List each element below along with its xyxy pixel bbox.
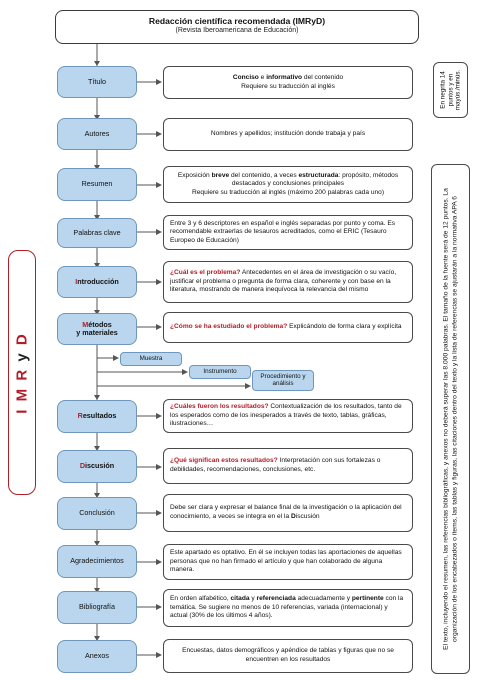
- section-resultados: Resultados: [57, 400, 137, 433]
- desc-titulo: Conciso e informativo del contenido Requiere su traducción al inglés: [163, 66, 413, 99]
- sub-instrumento: Instrumento: [189, 365, 251, 379]
- desc-agradecimientos: Este apartado es optativo. En él se incluyen todas las aportaciones de aquellas personas que no han firmado el artículo y que han colaborado de alguna manera.: [163, 544, 413, 580]
- desc-discusion: ¿Qué significan estos resultados? Interpretación con sus fortalezas o debilidades, recomendaciones, conclusiones, etc.: [163, 448, 413, 484]
- desc-anexos: Encuestas, datos demográficos y apéndice de tablas y figuras que no se encuentren en los resultados: [163, 639, 413, 673]
- side-note-title: [433, 62, 468, 118]
- section-autores: Autores: [57, 118, 137, 150]
- side-note-general: [431, 164, 470, 674]
- desc-metodos: ¿Cómo se ha estudiado el problema? Explicándolo de forma clara y explícita: [163, 312, 413, 343]
- section-anexos: Anexos: [57, 640, 137, 673]
- sub-procedimiento: Procedimiento y análisis: [252, 370, 314, 391]
- section-arrows: [137, 82, 161, 655]
- section-metodos: Métodos y materiales: [57, 313, 137, 345]
- section-introduccion: Introducción: [57, 266, 137, 298]
- desc-resultados: ¿Cuáles fueron los resultados? Contextualización de los resultados, tanto de los esperados como de los inesperados a través de texto, tablas, gráficas, ilustraciones…: [163, 399, 413, 433]
- section-titulo: Título: [57, 66, 137, 98]
- section-resumen: Resumen: [57, 168, 137, 201]
- side-note-title-text: En negrita 14 puntos y en mayús./minús.: [439, 69, 462, 111]
- desc-palabras-clave: Entre 3 y 6 descriptores en español e inglés separadas por punto y coma. Es recomendable extraerlas de tesauros acreditados, como el ERIC (Tesauro Europeo de Educación): [163, 215, 413, 250]
- desc-introduccion: ¿Cuál es el problema? Antecedentes en el área de investigación o su vacío, justificar el problema o pregunta de forma clara, coherente y con base en la literatura, mostrando de manera inequívoca la relevancia del mismo: [163, 261, 413, 303]
- imryd-label: I M R y D: [13, 331, 31, 414]
- desc-autores: Nombres y apellidos; institución donde trabaja y país: [163, 118, 413, 151]
- section-palabras-clave: Palabras clave: [57, 218, 137, 248]
- desc-resumen: Exposición breve del contenido, a veces estructurada: propósito, métodos destacados y conclusiones principales Requiere su traducción al inglés (máximo 200 palabras cada uno): [163, 166, 413, 203]
- section-discusion: Discusión: [57, 450, 137, 483]
- diagram-title: Redacción científica recomendada (IMRyD): [148, 16, 326, 26]
- desc-conclusion: Debe ser clara y expresar el balance final de la investigación o la aplicación del conocimiento, a veces se integra en el la Discusión: [163, 494, 413, 532]
- desc-bibliografia: En orden alfabético, citada y referenciada adecuadamente y pertinente con la temática. Se sugiere no menos de 10 referencias, variada (internacional) y actual (30% de los últimos 4 años).: [163, 589, 413, 627]
- side-note-general-text: El texto, incluyendo el resumen, las referencias bibliográficas, y anexos no deberá superar las 8.000 palabras. El tamaño de la fuente será de 12 puntos. La organización de los encabezados o ítems, las tablas y figuras, las citaciones dentro del texto y la lista de referencias se ajustarán a la normativa APA 6: [441, 188, 458, 650]
- diagram-title-box: [55, 10, 419, 44]
- section-conclusion: Conclusión: [57, 497, 137, 530]
- diagram-subtitle: (Revista Iberoamericana de Educación): [175, 27, 299, 34]
- sub-muestra: Muestra: [120, 352, 182, 366]
- section-bibliografia: Bibliografía: [57, 591, 137, 624]
- section-agradecimientos: Agradecimientos: [57, 545, 137, 578]
- imryd-label-box: [8, 250, 36, 495]
